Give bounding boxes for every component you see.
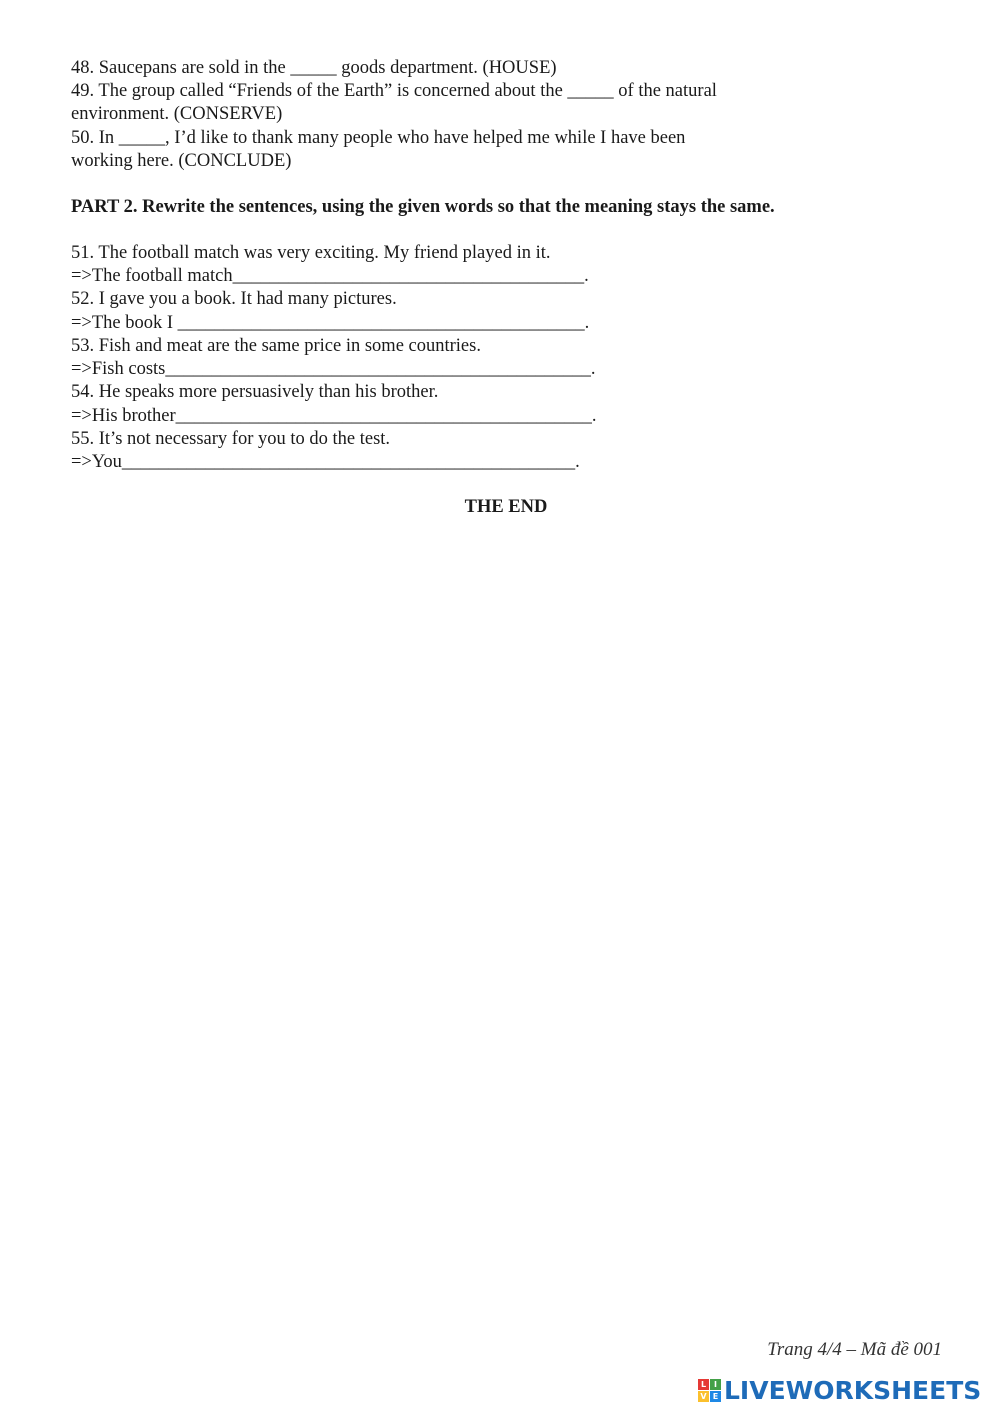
liveworksheets-logo-icon (698, 1379, 721, 1402)
question-53: 53. Fish and meat are the same price in some countries. (71, 336, 481, 356)
question-50: 50. In _____, I’d like to thank many people who have helped me while I have been (71, 128, 686, 148)
question-52: 52. I gave you a book. It had many pictures. (71, 289, 397, 309)
question-54: 54. He speaks more persuasively than his brother. (71, 382, 439, 402)
logo-letter-v: V (698, 1391, 709, 1402)
question-51: 51. The football match was very exciting. My friend played in it. (71, 243, 551, 263)
logo-letter-i: I (710, 1379, 721, 1390)
question-49-continued: environment. (CONSERVE) (71, 104, 283, 124)
answer-line-53: =>Fish costs______________________________________________. (71, 359, 596, 379)
liveworksheets-wordmark: LIVEWORKSHEETS (724, 1376, 982, 1405)
logo-letter-l: L (698, 1379, 709, 1390)
the-end-label: THE END (464, 497, 548, 517)
answer-line-54: =>His brother_____________________________________________. (71, 406, 597, 426)
answer-line-52: =>The book I ____________________________________________. (71, 313, 590, 333)
answer-line-55: =>You_________________________________________________. (71, 452, 580, 472)
page-footer: Trang 4/4 – Mã đề 001 (767, 1339, 942, 1360)
part2-heading: PART 2. Rewrite the sentences, using the given words so that the meaning stays the same. (71, 197, 775, 217)
answer-line-51: =>The football match______________________________________. (71, 266, 589, 286)
question-55: 55. It’s not necessary for you to do the test. (71, 429, 391, 449)
question-48: 48. Saucepans are sold in the _____ goods department. (HOUSE) (71, 58, 557, 78)
question-49: 49. The group called “Friends of the Earth” is concerned about the _____ of the natural (71, 81, 717, 101)
question-50-continued: working here. (CONCLUDE) (71, 151, 292, 171)
liveworksheets-brand (698, 1376, 981, 1405)
logo-letter-e: E (710, 1391, 721, 1402)
